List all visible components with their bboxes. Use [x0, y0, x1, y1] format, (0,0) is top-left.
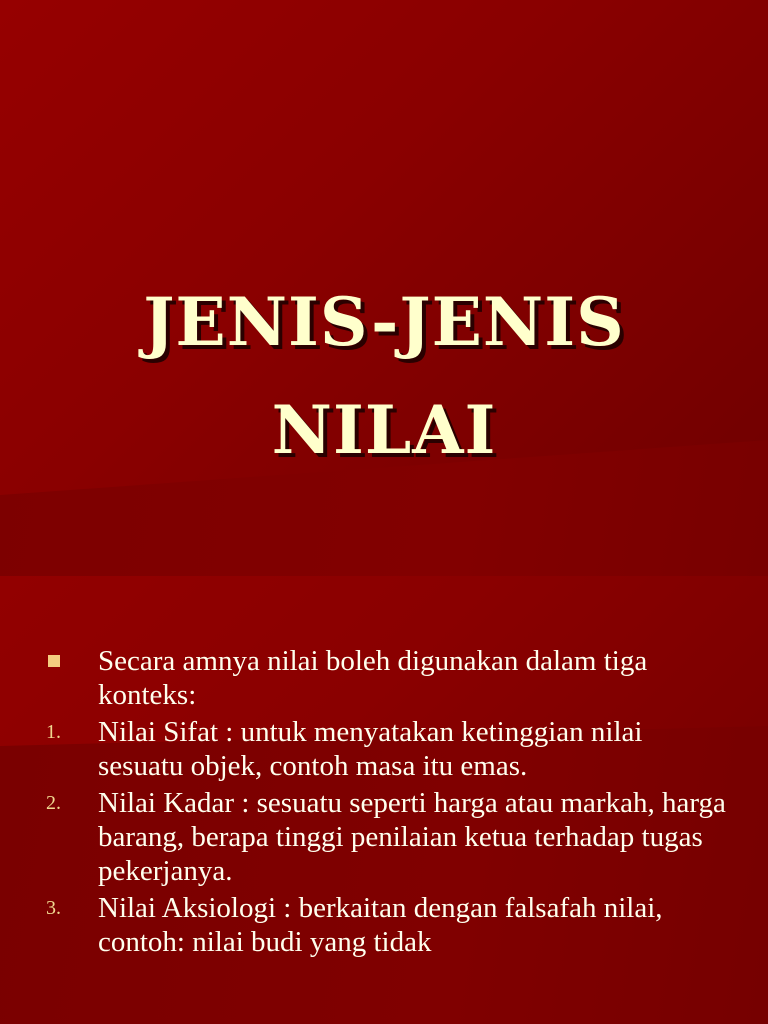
square-bullet-icon — [48, 655, 60, 667]
list-item-text: Nilai Kadar : sesuatu seperti harga atau markah, harga barang, berapa tinggi penilaian ketua terhadap tugas pekerjanya. — [98, 787, 726, 887]
list-number: 3. — [46, 897, 61, 919]
list-item-text: Secara amnya nilai boleh digunakan dalam tiga konteks: — [98, 645, 648, 711]
list-item — [0, 715, 768, 783]
list-item-intro — [0, 644, 768, 712]
bullet-list — [0, 644, 768, 962]
list-number: 2. — [46, 792, 61, 814]
title-line-2: NILAI — [271, 391, 497, 469]
list-item-text: Nilai Sifat : untuk menyatakan ketinggian nilai sesuatu objek, contoh masa itu emas. — [98, 716, 643, 782]
list-number: 1. — [46, 721, 61, 743]
list-item — [0, 786, 768, 888]
title-line-1: JENIS-JENIS — [143, 283, 625, 361]
list-item — [0, 891, 768, 959]
slide-title — [0, 268, 768, 484]
list-item-text: Nilai Aksiologi : berkaitan dengan falsafah nilai, contoh: nilai budi yang tidak — [98, 892, 663, 958]
content-slide — [0, 576, 768, 1024]
